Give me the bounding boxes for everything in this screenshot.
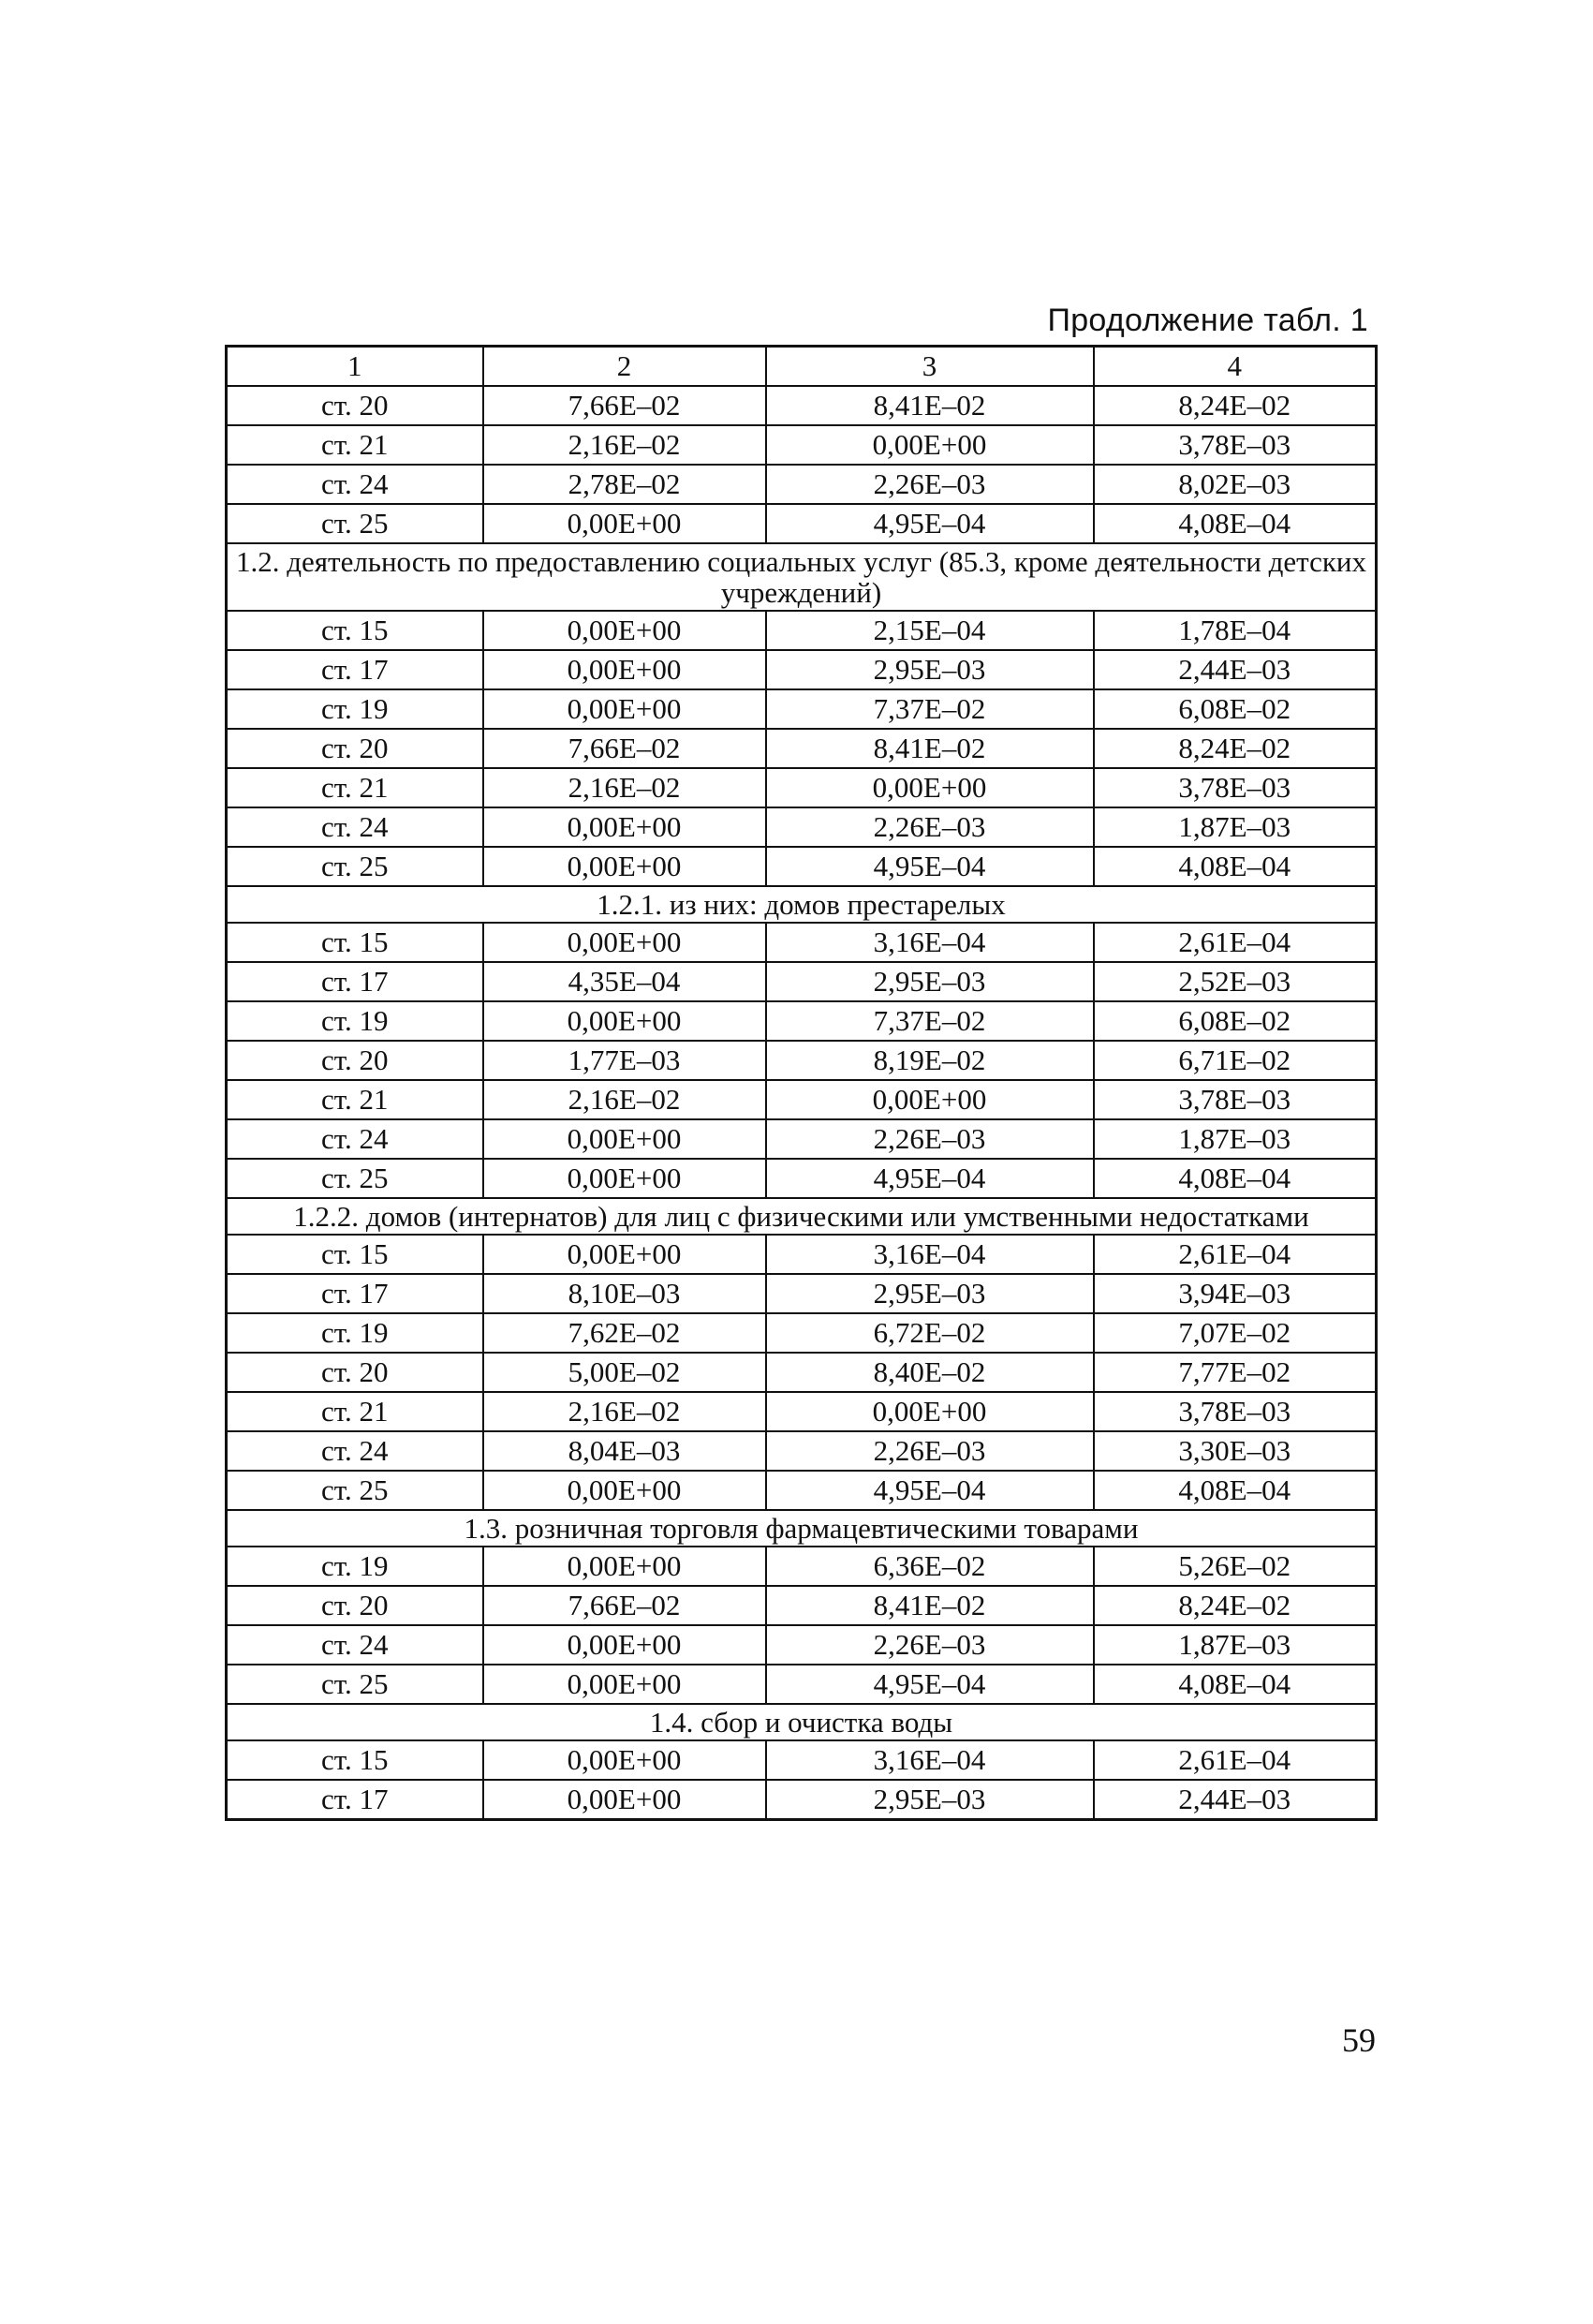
table-row	[227, 425, 1377, 465]
value-cell: 2,44E–03	[1094, 1780, 1377, 1820]
value-cell: 6,36E–02	[766, 1547, 1094, 1586]
value-cell: 2,16E–02	[483, 425, 766, 465]
value-cell: 3,16E–04	[766, 1740, 1094, 1780]
value-cell: 0,00E+00	[483, 650, 766, 689]
value-cell: 8,10E–03	[483, 1274, 766, 1313]
value-cell: 2,26E–03	[766, 807, 1094, 847]
value-cell: 2,16E–02	[483, 1392, 766, 1431]
value-cell: 6,08E–02	[1094, 689, 1377, 729]
table-row	[227, 923, 1377, 962]
value-cell: 0,00E+00	[483, 923, 766, 962]
value-cell: 8,24E–02	[1094, 1586, 1377, 1625]
row-label-cell: ст. 19	[227, 1313, 483, 1353]
table-row	[227, 1001, 1377, 1041]
value-cell: 3,78E–03	[1094, 768, 1377, 807]
value-cell: 0,00E+00	[483, 1001, 766, 1041]
row-label-cell: ст. 21	[227, 768, 483, 807]
value-cell: 4,08E–04	[1094, 1665, 1377, 1704]
value-cell: 4,95E–04	[766, 1159, 1094, 1198]
value-cell: 0,00E+00	[483, 1547, 766, 1586]
table-row	[227, 807, 1377, 847]
value-cell: 5,00E–02	[483, 1353, 766, 1392]
value-cell: 8,40E–02	[766, 1353, 1094, 1392]
table-row	[227, 1547, 1377, 1586]
value-cell: 2,61E–04	[1094, 1235, 1377, 1274]
row-label-cell: ст. 24	[227, 1431, 483, 1471]
value-cell: 6,08E–02	[1094, 1001, 1377, 1041]
value-cell: 5,26E–02	[1094, 1547, 1377, 1586]
value-cell: 2,95E–03	[766, 650, 1094, 689]
table-row	[227, 1471, 1377, 1510]
row-label-cell: ст. 17	[227, 650, 483, 689]
value-cell: 2,61E–04	[1094, 1740, 1377, 1780]
value-cell: 7,77E–02	[1094, 1353, 1377, 1392]
row-label-cell: ст. 25	[227, 1159, 483, 1198]
value-cell: 2,95E–03	[766, 1274, 1094, 1313]
value-cell: 3,78E–03	[1094, 1080, 1377, 1119]
table-row	[227, 1665, 1377, 1704]
value-cell: 7,37E–02	[766, 1001, 1094, 1041]
row-label-cell: ст. 20	[227, 729, 483, 768]
row-label-cell: ст. 20	[227, 1041, 483, 1080]
section-title: 1.2.2. домов (интернатов) для лиц с физическими или умственными недостатками	[227, 1198, 1377, 1235]
row-label-cell: ст. 15	[227, 923, 483, 962]
row-label-cell: ст. 25	[227, 1471, 483, 1510]
value-cell: 4,95E–04	[766, 1471, 1094, 1510]
table-row	[227, 650, 1377, 689]
value-cell: 0,00E+00	[766, 425, 1094, 465]
value-cell: 8,41E–02	[766, 1586, 1094, 1625]
row-label-cell: ст. 24	[227, 807, 483, 847]
value-cell: 2,26E–03	[766, 1431, 1094, 1471]
value-cell: 7,37E–02	[766, 689, 1094, 729]
value-cell: 0,00E+00	[766, 768, 1094, 807]
table-row	[227, 1159, 1377, 1198]
header-row	[227, 347, 1377, 387]
value-cell: 0,00E+00	[483, 1740, 766, 1780]
data-table-container	[225, 345, 1375, 1821]
value-cell: 8,02E–03	[1094, 465, 1377, 504]
row-label-cell: ст. 19	[227, 1547, 483, 1586]
table-row	[227, 689, 1377, 729]
table-row	[227, 611, 1377, 650]
row-label-cell: ст. 15	[227, 1235, 483, 1274]
table-row	[227, 1625, 1377, 1665]
value-cell: 0,00E+00	[483, 847, 766, 886]
value-cell: 6,71E–02	[1094, 1041, 1377, 1080]
value-cell: 4,95E–04	[766, 847, 1094, 886]
table-row	[227, 1353, 1377, 1392]
header-cell-1: 1	[227, 347, 483, 387]
row-label-cell: ст. 20	[227, 1353, 483, 1392]
table-row	[227, 962, 1377, 1001]
value-cell: 0,00E+00	[483, 1159, 766, 1198]
table-caption: Продолжение табл. 1	[1047, 303, 1368, 338]
row-label-cell: ст. 15	[227, 611, 483, 650]
value-cell: 4,08E–04	[1094, 1471, 1377, 1510]
section-row	[227, 886, 1377, 923]
header-cell-2: 2	[483, 347, 766, 387]
value-cell: 0,00E+00	[483, 807, 766, 847]
value-cell: 0,00E+00	[483, 611, 766, 650]
data-table	[225, 345, 1378, 1821]
value-cell: 2,26E–03	[766, 1119, 1094, 1159]
value-cell: 4,08E–04	[1094, 1159, 1377, 1198]
value-cell: 2,44E–03	[1094, 650, 1377, 689]
value-cell: 0,00E+00	[766, 1080, 1094, 1119]
row-label-cell: ст. 21	[227, 1080, 483, 1119]
table-row	[227, 1041, 1377, 1080]
table-row	[227, 729, 1377, 768]
value-cell: 0,00E+00	[483, 1119, 766, 1159]
value-cell: 0,00E+00	[483, 1665, 766, 1704]
table-row	[227, 847, 1377, 886]
value-cell: 0,00E+00	[483, 504, 766, 543]
section-title: 1.3. розничная торговля фармацевтическими товарами	[227, 1510, 1377, 1547]
value-cell: 2,52E–03	[1094, 962, 1377, 1001]
table-row	[227, 1431, 1377, 1471]
value-cell: 4,95E–04	[766, 1665, 1094, 1704]
value-cell: 8,41E–02	[766, 386, 1094, 425]
table-row	[227, 1780, 1377, 1820]
value-cell: 0,00E+00	[483, 1235, 766, 1274]
table-body	[227, 347, 1377, 1820]
section-row	[227, 1510, 1377, 1547]
page-number: 59	[1342, 2021, 1376, 2059]
table-row	[227, 1235, 1377, 1274]
table-row	[227, 1119, 1377, 1159]
row-label-cell: ст. 15	[227, 1740, 483, 1780]
row-label-cell: ст. 20	[227, 386, 483, 425]
value-cell: 0,00E+00	[483, 689, 766, 729]
value-cell: 1,87E–03	[1094, 1625, 1377, 1665]
row-label-cell: ст. 17	[227, 962, 483, 1001]
value-cell: 4,35E–04	[483, 962, 766, 1001]
header-cell-4: 4	[1094, 347, 1377, 387]
value-cell: 8,19E–02	[766, 1041, 1094, 1080]
value-cell: 2,26E–03	[766, 465, 1094, 504]
section-title: 1.2. деятельность по предоставлению социальных услуг (85.3, кроме деятельности детских учреждений)	[227, 543, 1377, 611]
value-cell: 4,08E–04	[1094, 847, 1377, 886]
table-row	[227, 465, 1377, 504]
value-cell: 3,16E–04	[766, 923, 1094, 962]
value-cell: 3,94E–03	[1094, 1274, 1377, 1313]
row-label-cell: ст. 20	[227, 1586, 483, 1625]
row-label-cell: ст. 19	[227, 689, 483, 729]
section-row	[227, 543, 1377, 611]
value-cell: 0,00E+00	[483, 1625, 766, 1665]
value-cell: 0,00E+00	[483, 1780, 766, 1820]
value-cell: 0,00E+00	[483, 1471, 766, 1510]
row-label-cell: ст. 17	[227, 1780, 483, 1820]
value-cell: 7,62E–02	[483, 1313, 766, 1353]
value-cell: 8,04E–03	[483, 1431, 766, 1471]
value-cell: 1,77E–03	[483, 1041, 766, 1080]
row-label-cell: ст. 24	[227, 1625, 483, 1665]
table-row	[227, 504, 1377, 543]
row-label-cell: ст. 21	[227, 1392, 483, 1431]
row-label-cell: ст. 25	[227, 504, 483, 543]
value-cell: 2,95E–03	[766, 962, 1094, 1001]
table-row	[227, 1274, 1377, 1313]
value-cell: 1,87E–03	[1094, 1119, 1377, 1159]
table-row	[227, 1392, 1377, 1431]
value-cell: 2,26E–03	[766, 1625, 1094, 1665]
value-cell: 3,78E–03	[1094, 1392, 1377, 1431]
section-title: 1.2.1. из них: домов престарелых	[227, 886, 1377, 923]
value-cell: 8,24E–02	[1094, 386, 1377, 425]
value-cell: 2,15E–04	[766, 611, 1094, 650]
table-row	[227, 386, 1377, 425]
row-label-cell: ст. 17	[227, 1274, 483, 1313]
value-cell: 7,07E–02	[1094, 1313, 1377, 1353]
value-cell: 4,95E–04	[766, 504, 1094, 543]
value-cell: 1,78E–04	[1094, 611, 1377, 650]
value-cell: 3,30E–03	[1094, 1431, 1377, 1471]
value-cell: 2,61E–04	[1094, 923, 1377, 962]
table-row	[227, 768, 1377, 807]
section-row	[227, 1198, 1377, 1235]
row-label-cell: ст. 24	[227, 465, 483, 504]
value-cell: 1,87E–03	[1094, 807, 1377, 847]
row-label-cell: ст. 24	[227, 1119, 483, 1159]
value-cell: 7,66E–02	[483, 386, 766, 425]
table-row	[227, 1313, 1377, 1353]
section-row	[227, 1704, 1377, 1740]
value-cell: 2,95E–03	[766, 1780, 1094, 1820]
value-cell: 2,16E–02	[483, 1080, 766, 1119]
value-cell: 8,41E–02	[766, 729, 1094, 768]
value-cell: 8,24E–02	[1094, 729, 1377, 768]
value-cell: 6,72E–02	[766, 1313, 1094, 1353]
header-cell-3: 3	[766, 347, 1094, 387]
row-label-cell: ст. 25	[227, 847, 483, 886]
row-label-cell: ст. 25	[227, 1665, 483, 1704]
value-cell: 7,66E–02	[483, 729, 766, 768]
table-row	[227, 1586, 1377, 1625]
table-row	[227, 1740, 1377, 1780]
value-cell: 3,16E–04	[766, 1235, 1094, 1274]
value-cell: 0,00E+00	[766, 1392, 1094, 1431]
row-label-cell: ст. 21	[227, 425, 483, 465]
row-label-cell: ст. 19	[227, 1001, 483, 1041]
section-title: 1.4. сбор и очистка воды	[227, 1704, 1377, 1740]
value-cell: 4,08E–04	[1094, 504, 1377, 543]
value-cell: 7,66E–02	[483, 1586, 766, 1625]
value-cell: 2,78E–02	[483, 465, 766, 504]
value-cell: 2,16E–02	[483, 768, 766, 807]
value-cell: 3,78E–03	[1094, 425, 1377, 465]
table-row	[227, 1080, 1377, 1119]
